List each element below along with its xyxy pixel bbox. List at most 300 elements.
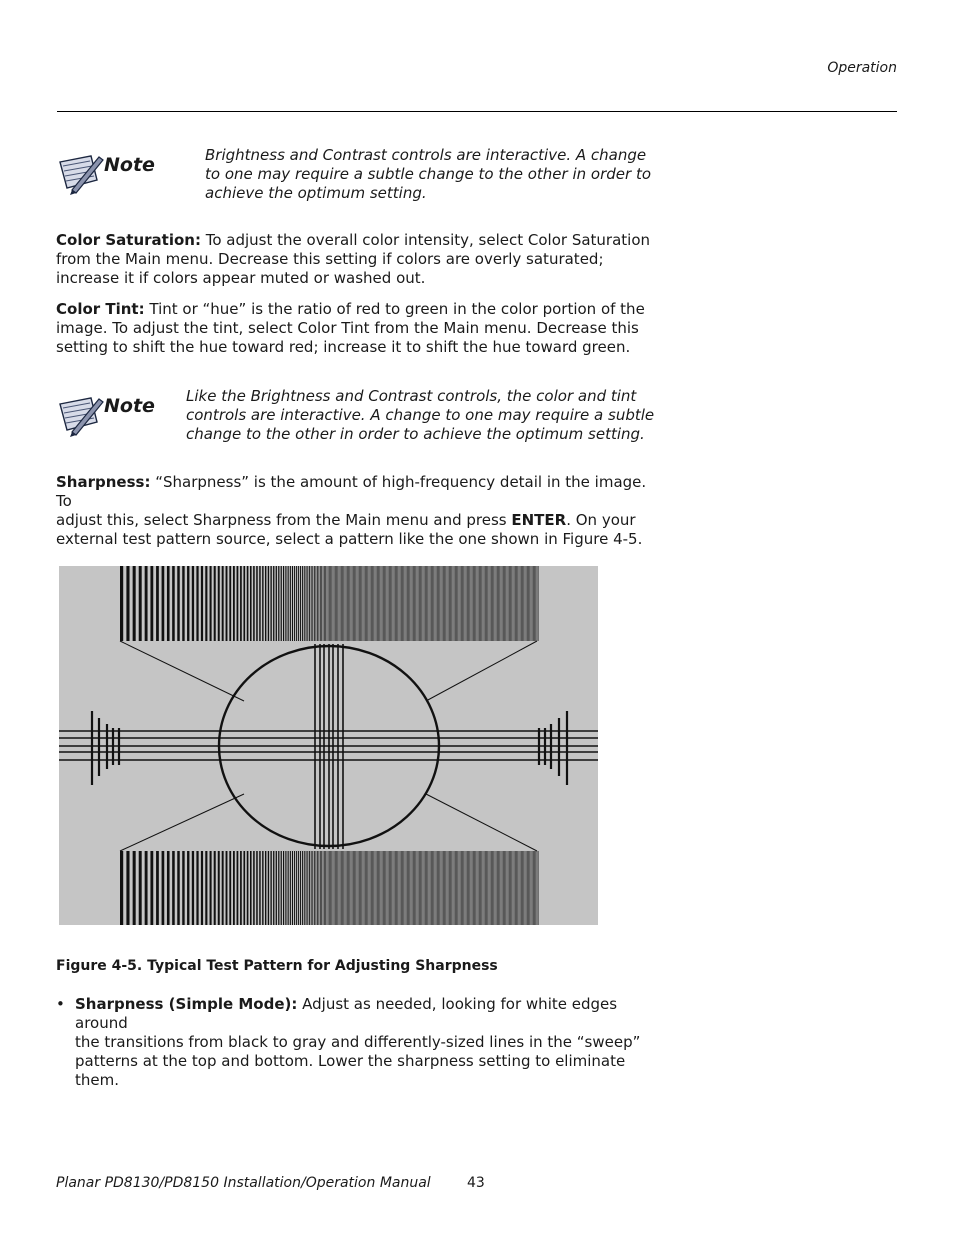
sweep-bar-top <box>462 566 463 641</box>
sweep-bar-top <box>393 566 394 641</box>
sweep-bar-top <box>424 566 425 641</box>
body-text: adjust this, select Sharpness from the Main menu and press <box>56 511 512 529</box>
sweep-bar-bottom <box>508 851 509 925</box>
sweep-bar-bottom <box>341 851 342 925</box>
sweep-bar-top <box>384 566 385 641</box>
sweep-bar-top <box>438 566 439 641</box>
sweep-bar-bottom <box>358 851 359 925</box>
sweep-bar-top <box>363 566 364 641</box>
sweep-bar-top <box>439 566 440 641</box>
sweep-bar-bottom <box>468 851 469 925</box>
sweep-bar-bottom <box>196 851 198 925</box>
sweep-bar-top <box>455 566 456 641</box>
sweep-bar-top <box>532 566 533 641</box>
sweep-bar-top <box>465 566 466 641</box>
sweep-bar-top <box>253 566 255 641</box>
note-pencil-icon <box>57 392 105 438</box>
sweep-bar-top <box>182 566 184 641</box>
sweep-bar-top <box>339 566 340 641</box>
sharpness-term: Sharpness: <box>56 473 151 491</box>
sweep-bar-bottom <box>445 851 446 925</box>
note-2-line: Like the Brightness and Contrast controls, the color and tint <box>186 387 637 405</box>
sweep-bar-bottom <box>449 851 450 925</box>
note-2-line: change to the other in order to achieve the optimum setting. <box>186 425 645 443</box>
sweep-bar-bottom <box>302 851 303 925</box>
sweep-bar-bottom <box>427 851 428 925</box>
sweep-bar-top <box>397 566 398 641</box>
sweep-bar-bottom <box>443 851 444 925</box>
sweep-bar-bottom <box>406 851 407 925</box>
sweep-bar-bottom <box>456 851 457 925</box>
body-text: from the Main menu. Decrease this setting if colors are overly saturated; <box>56 250 604 268</box>
sweep-bar-bottom <box>256 851 258 925</box>
sweep-bar-bottom <box>339 851 340 925</box>
sweep-bar-bottom <box>383 851 384 925</box>
sweep-bar-bottom <box>345 851 346 925</box>
sweep-bar-bottom <box>526 851 527 925</box>
sweep-bar-bottom <box>528 851 529 925</box>
sweep-bar-bottom <box>413 851 414 925</box>
sweep-bar-top <box>400 566 401 641</box>
sweep-bar-top <box>296 566 297 641</box>
sweep-bar-top <box>501 566 502 641</box>
sweep-bar-bottom <box>393 851 394 925</box>
note-2-label: Note <box>104 395 155 417</box>
sweep-bar-bottom <box>319 851 320 925</box>
sweep-bar-bottom <box>403 851 404 925</box>
sweep-bar-bottom <box>259 851 260 925</box>
sweep-bar-top <box>237 566 239 641</box>
sweep-bar-bottom <box>333 851 334 925</box>
sweep-bar-bottom <box>457 851 458 925</box>
color-tint-term: Color Tint: <box>56 300 145 318</box>
sweep-bar-bottom <box>459 851 460 925</box>
sweep-bar-top <box>336 566 337 641</box>
sweep-bar-top <box>312 566 313 641</box>
sweep-bar-bottom <box>411 851 412 925</box>
sweep-bar-top <box>538 566 539 641</box>
sweep-bar-top <box>376 566 377 641</box>
sweep-bar-top <box>382 566 383 641</box>
sweep-bar-bottom <box>491 851 492 925</box>
sweep-bar-bottom <box>372 851 373 925</box>
sweep-bar-top <box>205 566 207 641</box>
sweep-bar-top <box>162 566 165 641</box>
sweep-bar-bottom <box>385 851 386 925</box>
sweep-bar-bottom <box>532 851 533 925</box>
sweep-bar-top <box>321 566 322 641</box>
sweep-bar-top <box>517 566 518 641</box>
sweep-bar-bottom <box>331 851 332 925</box>
sweep-bar-bottom <box>436 851 437 925</box>
sweep-bar-bottom <box>529 851 530 925</box>
sweep-bar-top <box>467 566 468 641</box>
bullet-body <box>75 995 655 1090</box>
sweep-bar-bottom <box>421 851 422 925</box>
sweep-bar-bottom <box>420 851 421 925</box>
note-2-line: controls are interactive. A change to one may require a subtle <box>186 406 655 424</box>
sweep-bar-bottom <box>397 851 398 925</box>
sweep-bar-top <box>496 566 497 641</box>
sweep-bar-top <box>472 566 473 641</box>
note-pencil-icon <box>57 150 105 196</box>
sweep-bar-bottom <box>367 851 368 925</box>
sweep-bar-top <box>450 566 451 641</box>
sweep-bar-bottom <box>437 851 438 925</box>
sweep-bar-bottom <box>365 851 366 925</box>
sweep-bar-bottom <box>408 851 409 925</box>
sweep-bar-bottom <box>513 851 514 925</box>
sweep-bar-bottom <box>307 851 308 925</box>
sweep-bar-top <box>294 566 295 641</box>
sweep-bar-bottom <box>343 851 344 925</box>
sweep-bar-bottom <box>444 851 445 925</box>
sweep-bar-top <box>196 566 198 641</box>
sweep-bar-bottom <box>210 851 212 925</box>
sweep-bar-top <box>327 566 328 641</box>
sweep-bar-bottom <box>447 851 448 925</box>
sweep-bar-top <box>534 566 535 641</box>
sweep-bar-top <box>300 566 301 641</box>
sweep-bar-bottom <box>278 851 279 925</box>
sweep-bar-top <box>533 566 534 641</box>
sweep-bar-bottom <box>486 851 487 925</box>
sweep-bar-bottom <box>281 851 282 925</box>
sweep-bar-bottom <box>349 851 350 925</box>
sweep-bar-bottom <box>126 851 129 925</box>
sweep-bar-bottom <box>276 851 277 925</box>
sweep-bar-top <box>475 566 476 641</box>
sweep-bar-top <box>528 566 529 641</box>
body-text: “Sharpness” is the amount of high-frequency detail in the image. To <box>56 473 647 510</box>
sweep-bar-top <box>259 566 260 641</box>
sweep-bar-bottom <box>384 851 385 925</box>
sweep-bar-top <box>334 566 335 641</box>
sweep-bar-bottom <box>334 851 335 925</box>
sweep-bar-bottom <box>192 851 194 925</box>
sweep-bar-top <box>302 566 303 641</box>
sweep-bar-bottom <box>396 851 397 925</box>
sweep-bar-top <box>441 566 442 641</box>
sweep-bar-bottom <box>419 851 420 925</box>
sweep-bar-bottom <box>429 851 430 925</box>
sweep-bar-bottom <box>283 851 284 925</box>
sweep-bar-bottom <box>511 851 512 925</box>
sweep-bar-top <box>366 566 367 641</box>
sweep-bar-bottom <box>487 851 488 925</box>
sweep-bar-bottom <box>523 851 524 925</box>
sweep-bar-bottom <box>426 851 427 925</box>
sweep-bar-bottom <box>405 851 406 925</box>
sweep-bar-top <box>511 566 512 641</box>
sweep-bar-top <box>379 566 380 641</box>
sweep-bar-bottom <box>265 851 266 925</box>
note-1-line: achieve the optimum setting. <box>205 184 427 202</box>
sweep-bar-top <box>495 566 496 641</box>
sweep-bar-top <box>365 566 366 641</box>
sweep-bar-top <box>525 566 526 641</box>
running-header-section: Operation <box>827 60 897 76</box>
sweep-bar-bottom <box>243 851 245 925</box>
sweep-bar-bottom <box>425 851 426 925</box>
sweep-bar-bottom <box>187 851 189 925</box>
sweep-bar-bottom <box>329 851 330 925</box>
sweep-bar-top <box>520 566 521 641</box>
sweep-bar-top <box>529 566 530 641</box>
sweep-bar-bottom <box>531 851 532 925</box>
sweep-bar-bottom <box>515 851 516 925</box>
sweep-bar-bottom <box>537 851 538 925</box>
sweep-bar-top <box>421 566 422 641</box>
sweep-bar-bottom <box>480 851 481 925</box>
sweep-bar-top <box>531 566 532 641</box>
sweep-bar-bottom <box>347 851 348 925</box>
sweep-bar-top <box>222 566 224 641</box>
sweep-bar-top <box>247 566 249 641</box>
sweep-bar-top <box>268 566 269 641</box>
sweep-bar-bottom <box>473 851 474 925</box>
sweep-bar-top <box>349 566 350 641</box>
sweep-bar-top <box>395 566 396 641</box>
sweep-bar-top <box>177 566 179 641</box>
sweep-bar-bottom <box>366 851 367 925</box>
sweep-bar-top <box>307 566 308 641</box>
sweep-bar-top <box>309 566 310 641</box>
sweep-bar-top <box>377 566 378 641</box>
note-1-text <box>205 146 665 203</box>
sweep-bar-bottom <box>351 851 352 925</box>
note-1-line: Brightness and Contrast controls are interactive. A change <box>205 146 647 164</box>
sweep-bar-bottom <box>162 851 165 925</box>
sweep-bar-bottom <box>431 851 432 925</box>
sweep-bar-top <box>329 566 330 641</box>
body-text: . On your <box>566 511 636 529</box>
sweep-bar-top <box>314 566 315 641</box>
sweep-bar-top <box>432 566 433 641</box>
sweep-bar-bottom <box>379 851 380 925</box>
sweep-bar-bottom <box>454 851 455 925</box>
sweep-bar-bottom <box>218 851 220 925</box>
sweep-bar-top <box>273 566 274 641</box>
sweep-bar-top <box>498 566 499 641</box>
sweep-bar-bottom <box>414 851 415 925</box>
sweep-bar-top <box>396 566 397 641</box>
sweep-bar-bottom <box>533 851 534 925</box>
sweep-bar-bottom <box>448 851 449 925</box>
sweep-bar-top <box>355 566 356 641</box>
sweep-bar-bottom <box>497 851 498 925</box>
sweep-bar-bottom <box>466 851 467 925</box>
sweep-bar-bottom <box>262 851 263 925</box>
sweep-bar-top <box>324 566 325 641</box>
sweep-bar-bottom <box>273 851 274 925</box>
sweep-bar-bottom <box>330 851 331 925</box>
sweep-bar-bottom <box>481 851 482 925</box>
sweep-bar-top <box>394 566 395 641</box>
sweep-bar-bottom <box>327 851 328 925</box>
sweep-bar-bottom <box>270 851 271 925</box>
sweep-bar-bottom <box>382 851 383 925</box>
sweep-bar-top <box>474 566 475 641</box>
page-number: 43 <box>467 1175 485 1191</box>
sweep-bar-top <box>405 566 406 641</box>
sweep-bar-top <box>425 566 426 641</box>
sweep-bar-bottom <box>354 851 355 925</box>
sweep-bar-bottom <box>233 851 235 925</box>
sweep-bar-top <box>537 566 538 641</box>
body-text: them. <box>75 1071 119 1089</box>
sweep-bar-top <box>359 566 360 641</box>
sweep-bar-bottom <box>375 851 376 925</box>
sweep-bar-bottom <box>311 851 312 925</box>
sweep-bar-bottom <box>505 851 506 925</box>
sweep-bar-top <box>330 566 331 641</box>
body-text: image. To adjust the tint, select Color Tint from the Main menu. Decrease this <box>56 319 639 337</box>
sweep-bar-top <box>145 566 148 641</box>
sweep-bar-top <box>229 566 231 641</box>
sweep-bar-bottom <box>460 851 461 925</box>
sweep-bar-bottom <box>201 851 203 925</box>
sweep-bar-bottom <box>172 851 175 925</box>
sweep-bar-top <box>535 566 536 641</box>
sweep-bar-top <box>454 566 455 641</box>
sweep-bar-bottom <box>285 851 286 925</box>
sweep-bar-top <box>361 566 362 641</box>
sweep-bar-top <box>516 566 517 641</box>
sweep-bar-top <box>519 566 520 641</box>
sweep-bar-top <box>385 566 386 641</box>
sweep-bar-bottom <box>516 851 517 925</box>
sweep-bar-bottom <box>451 851 452 925</box>
sweep-bar-bottom <box>352 851 353 925</box>
sweep-bar-top <box>473 566 474 641</box>
sweep-bar-top <box>319 566 320 641</box>
sweep-bar-bottom <box>503 851 504 925</box>
sweep-bar-top <box>348 566 349 641</box>
sweep-bar-bottom <box>309 851 310 925</box>
sweep-bar-top <box>256 566 258 641</box>
sweep-bar-top <box>120 566 123 641</box>
sweep-bar-top <box>508 566 509 641</box>
sweep-bar-top <box>444 566 445 641</box>
sweep-bar-top <box>523 566 524 641</box>
sweep-bar-top <box>471 566 472 641</box>
sweep-bar-top <box>457 566 458 641</box>
sweep-bar-top <box>298 566 299 641</box>
sweep-bar-bottom <box>363 851 364 925</box>
sweep-bar-bottom <box>389 851 390 925</box>
sweep-bar-bottom <box>400 851 401 925</box>
sweep-bar-top <box>265 566 266 641</box>
sweep-bar-top <box>513 566 514 641</box>
sweep-bar-top <box>443 566 444 641</box>
sweep-bar-bottom <box>205 851 207 925</box>
sweep-bar-bottom <box>471 851 472 925</box>
sweep-bar-bottom <box>463 851 464 925</box>
sweep-bar-bottom <box>407 851 408 925</box>
sweep-bar-top <box>469 566 470 641</box>
sweep-bar-bottom <box>240 851 242 925</box>
sweep-bar-bottom <box>348 851 349 925</box>
sweep-bar-top <box>493 566 494 641</box>
sweep-bar-bottom <box>150 851 153 925</box>
sweep-bar-top <box>250 566 252 641</box>
sweep-bar-bottom <box>489 851 490 925</box>
sweep-bar-top <box>387 566 388 641</box>
sweep-bar-bottom <box>401 851 402 925</box>
sweep-bar-bottom <box>268 851 269 925</box>
sweep-bar-bottom <box>433 851 434 925</box>
sweep-bar-top <box>262 566 263 641</box>
sweep-bar-top <box>214 566 216 641</box>
sweep-bar-bottom <box>453 851 454 925</box>
sweep-bar-bottom <box>520 851 521 925</box>
color-saturation-term: Color Saturation: <box>56 231 201 249</box>
sweep-bar-bottom <box>370 851 371 925</box>
sweep-bar-top <box>453 566 454 641</box>
sweep-bar-top <box>243 566 245 641</box>
sweep-bar-bottom <box>521 851 522 925</box>
sweep-bar-bottom <box>450 851 451 925</box>
sweep-bar-top <box>156 566 159 641</box>
sweep-bar-top <box>278 566 279 641</box>
sweep-bar-top <box>522 566 523 641</box>
sweep-bar-bottom <box>182 851 184 925</box>
sweep-bar-top <box>463 566 464 641</box>
sweep-bar-top <box>497 566 498 641</box>
sweep-bar-bottom <box>462 851 463 925</box>
sweep-bar-top <box>372 566 373 641</box>
sweep-bar-bottom <box>395 851 396 925</box>
sweep-bar-bottom <box>519 851 520 925</box>
sweep-bar-top <box>133 566 136 641</box>
sweep-bar-top <box>427 566 428 641</box>
sweep-bar-bottom <box>321 851 322 925</box>
sweep-bar-top <box>304 566 305 641</box>
sweep-bar-top <box>316 566 317 641</box>
sweep-bar-top <box>477 566 478 641</box>
sweep-bar-bottom <box>133 851 136 925</box>
sweep-bar-bottom <box>323 851 324 925</box>
sweep-bar-top <box>323 566 324 641</box>
sweep-bar-bottom <box>387 851 388 925</box>
sweep-bar-bottom <box>441 851 442 925</box>
sweep-bar-bottom <box>317 851 318 925</box>
sweep-bar-bottom <box>357 851 358 925</box>
sweep-bar-top <box>233 566 235 641</box>
sweep-bar-bottom <box>514 851 515 925</box>
sweep-bar-bottom <box>381 851 382 925</box>
sweep-bar-top <box>369 566 370 641</box>
sweep-bar-top <box>484 566 485 641</box>
sweep-bar-bottom <box>496 851 497 925</box>
sweep-bar-top <box>414 566 415 641</box>
sweep-bar-bottom <box>507 851 508 925</box>
sweep-bar-top <box>317 566 318 641</box>
sweep-bar-top <box>139 566 142 641</box>
sweep-bar-top <box>492 566 493 641</box>
sweep-bar-bottom <box>361 851 362 925</box>
sweep-bar-top <box>504 566 505 641</box>
sweep-bar-top <box>409 566 410 641</box>
sweep-bar-top <box>346 566 347 641</box>
sweep-bar-bottom <box>472 851 473 925</box>
sweep-bar-top <box>435 566 436 641</box>
sweep-bar-top <box>358 566 359 641</box>
sweep-bar-top <box>126 566 129 641</box>
sweep-bar-top <box>420 566 421 641</box>
sweep-bar-top <box>499 566 500 641</box>
